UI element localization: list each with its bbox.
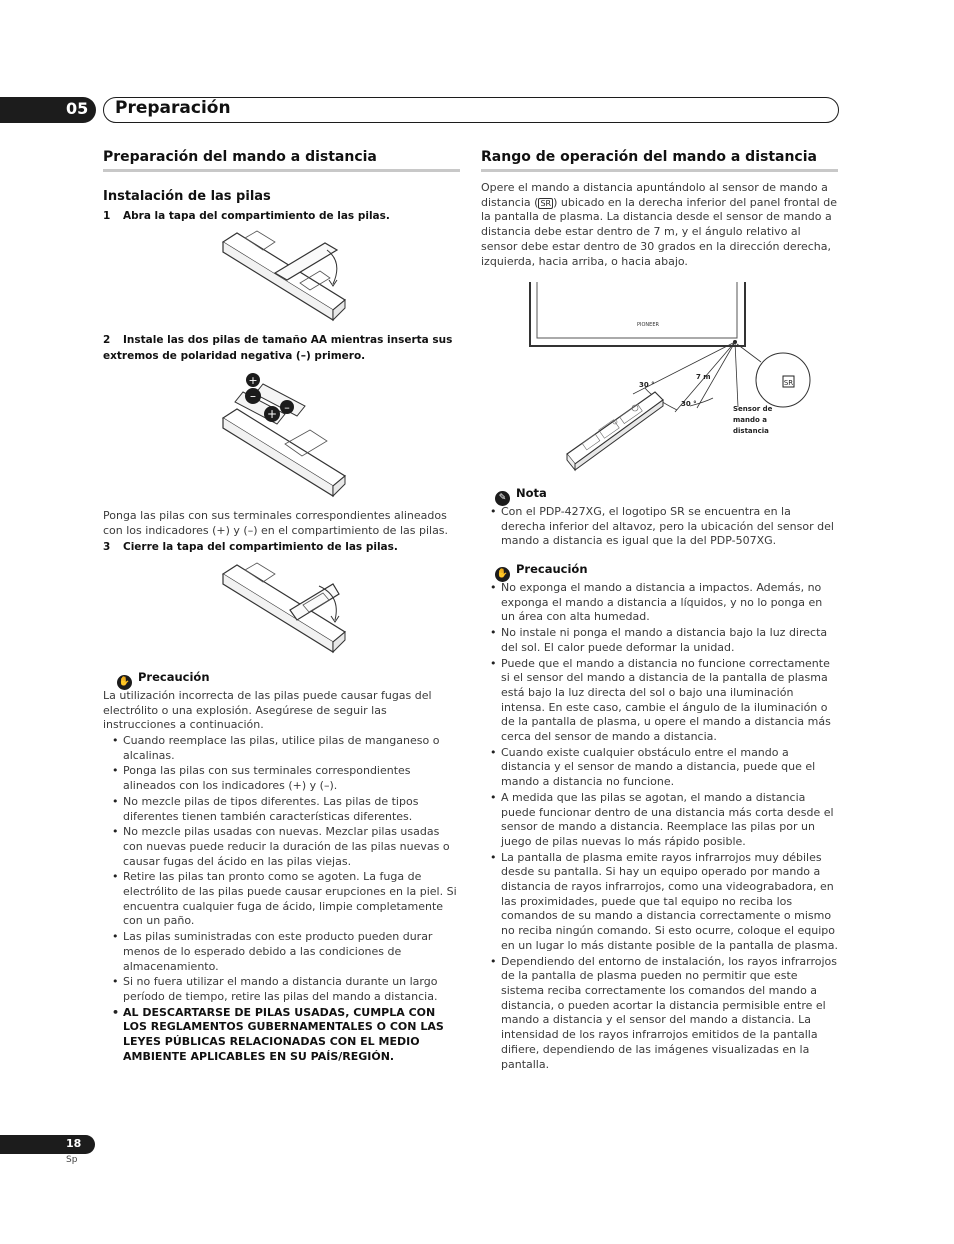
note-item: • Con el PDP-427XG, el logotipo SR se encuentra en la derecha inferior del altavoz, pero la ubicación del sensor del mando a distancia es igual que la del PDP-507XG. (481, 505, 838, 549)
left-caution-item: • No mezcle pilas usadas con nuevas. Mezclar pilas usadas con nuevas puede reducir la duración de las pilas nuevas o causar fugas del ácido en las pilas viejas. (103, 825, 460, 869)
battery-plus-sign-2: + (248, 374, 258, 387)
step-1-number: 1 (103, 210, 111, 222)
right-caution-item: • No instale ni ponga el mando a distancia bajo la luz directa del sol. El calor puede deformar la unidad. (481, 626, 838, 655)
right-caution-title: Precaución (516, 562, 588, 576)
right-intro (481, 181, 838, 269)
note-title: Nota (516, 486, 547, 500)
right-caution-item: • Cuando existe cualquier obstáculo entre el mando a distancia y el sensor de mando a distancia, puede que el mando a distancia no funcione. (481, 746, 838, 790)
remote-range-diagram (525, 282, 825, 472)
note-pencil-icon: ✎ (495, 491, 510, 506)
distance-label: 7 m (696, 373, 711, 381)
left-section-rule (103, 169, 460, 172)
step-2-text: Instale las dos pilas de tamaño AA mientras inserta sus extremos de polaridad negativa (–) primero. (103, 334, 453, 362)
subsection-title: Instalación de las pilas (103, 189, 271, 204)
step-3-number: 3 (103, 541, 111, 553)
remote-close-cover-illustration (215, 560, 350, 655)
left-caution-item: • Si no fuera utilizar el mando a distancia durante un largo período de tiempo, retire las pilas del mando a distancia. (103, 975, 460, 1004)
page-language: Sp (66, 1155, 78, 1165)
right-section-title: Rango de operación del mando a distancia (481, 149, 817, 165)
battery-plus-sign: + (266, 407, 278, 421)
intro-part-2: ) ubicado en la derecha inferior del panel frontal de la pantalla de plasma. La distancia desde el sensor de mando a distancia debe estar dentro de 7 m, y el ángulo relativo al sensor debe estar dentro de 30 grados en la dirección derecha, izquierda, hacia arriba, o hacia abajo. (481, 195, 837, 268)
battery-minus-sign-2: – (284, 401, 290, 414)
right-section-rule (481, 169, 838, 172)
left-caution-item: • Retire las pilas tan pronto como se agoten. La fuga de electrólito de las pilas puede causar erupciones en la piel. Si encuentra cualquier fuga de ácido, limpie completamente con un paño. (103, 870, 460, 929)
sensor-label-line-2: mando a (733, 416, 767, 424)
diagram-sr-logo: SR (783, 379, 794, 387)
right-caution-item: • No exponga el mando a distancia a impactos. Además, no exponga el mando a distancia a líquidos, y no lo ponga en un área con alta humedad. (481, 581, 838, 625)
angle-bottom-label: 30 ° (681, 400, 697, 408)
left-caution-item: • Cuando reemplace las pilas, utilice pilas de manganeso o alcalinas. (103, 734, 460, 763)
note-heading (495, 486, 547, 506)
page-number: 18 (66, 1137, 82, 1150)
sr-logo-icon: SR (540, 198, 552, 208)
right-caution-item: • La pantalla de plasma emite rayos infrarrojos muy débiles desde su pantalla. Si hay un equipo operado por mando a distancia de rayos infrarrojos, como una videograbadora, en las proximidades, puede que tal equipo no reciba los comandos de su mando a distancia correctamente o mismo no reciba ningún comando. Si esto ocurre, coloque el equipo en un lugar lo más distante posible de la pantalla de plasma. (481, 851, 838, 954)
step-3 (103, 539, 463, 555)
left-caution-title: Precaución (138, 670, 210, 684)
right-caution-item: • Dependiendo del entorno de instalación, los rayos infrarrojos de la pantalla de plasma pueden no permitir que este sistema reciba correctamente los comandos del mando a distancia, o pueden acortar la distancia permisible entre el mando a distancia y el sensor del mando a distancia. La intensidad de los rayos infrarrojos emitidos de la pantalla difiere, dependiendo de las imágenes visualizadas en la pantalla. (481, 955, 838, 1073)
chapter-title: Preparación (115, 98, 231, 118)
right-caution-item: • A medida que las pilas se agotan, el mando a distancia puede funcionar dentro de una distancia más corta desde el sensor de mando a distancia. Reemplace las pilas por un juego de pilas nuevas lo más rápido posible. (481, 791, 838, 850)
sensor-label-line-3: distancia (733, 427, 769, 435)
left-caution-list (103, 734, 460, 1065)
angle-top-label: 30 ° (639, 381, 655, 389)
note-list (481, 505, 838, 550)
step-3-text: Cierre la tapa del compartimiento de las pilas. (123, 541, 398, 553)
caution-hand-icon: ✋ (117, 675, 132, 690)
battery-minus-sign: – (250, 389, 256, 403)
right-caution-list (481, 581, 838, 1073)
step-2 (103, 332, 463, 364)
step-2-number: 2 (103, 334, 111, 346)
intro-part-1: Opere el mando a distancia apuntándolo al sensor de mando a distancia ( (481, 181, 828, 209)
step-1 (103, 208, 463, 224)
left-caution-intro: La utilización incorrecta de las pilas puede causar fugas del electrólito o una explosión. Asegúrese de seguir las instrucciones a continuación. (103, 689, 432, 732)
remote-open-cover-illustration (215, 228, 350, 323)
right-caution-heading (495, 562, 588, 582)
left-caution-item: • Las pilas suministradas con este producto pueden durar menos de lo esperado debido a las condiciones de almacenamiento. (103, 930, 460, 974)
left-caution-item: • Ponga las pilas con sus terminales correspondientes alineados con los indicadores (+) y (–). (103, 764, 460, 793)
left-caution-item: • No mezcle pilas de tipos diferentes. Las pilas de tipos diferentes tienen también características diferentes. (103, 795, 460, 824)
sensor-label-line-1: Sensor de (733, 405, 773, 413)
caution-hand-icon: ✋ (495, 567, 510, 582)
remote-insert-batteries-illustration (215, 372, 350, 500)
left-section-title: Preparación del mando a distancia (103, 149, 377, 165)
chapter-number: 05 (66, 99, 89, 118)
right-caution-item: • Puede que el mando a distancia no funcione correctamente si el sensor del mando a distancia de la pantalla de plasma está bajo la luz directa del sol o bajo una iluminación intensa. En este caso, cambie el ángulo de la iluminación o de la pantalla de plasma, u opere el mando a distancia más cerca del sensor de mando a distancia. (481, 657, 838, 745)
tv-brand-logo: PIONEER (637, 322, 659, 328)
left-caution-heading (117, 670, 210, 690)
left-caution-bold-item: • AL DESCARTARSE DE PILAS USADAS, CUMPLA CON LOS REGLAMENTOS GUBERNAMENTALES O CON LAS LEYES PÚBLICAS RELACIONADAS CON EL MEDIO AMBIENTE APLICABLES EN SU PAÍS/REGIÓN. (103, 1006, 460, 1065)
step-1-text: Abra la tapa del compartimiento de las pilas. (123, 210, 390, 222)
polarity-text: Ponga las pilas con sus terminales correspondientes alineados con los indicadores (+) y (–) en el compartimiento de las pilas. (103, 509, 449, 537)
